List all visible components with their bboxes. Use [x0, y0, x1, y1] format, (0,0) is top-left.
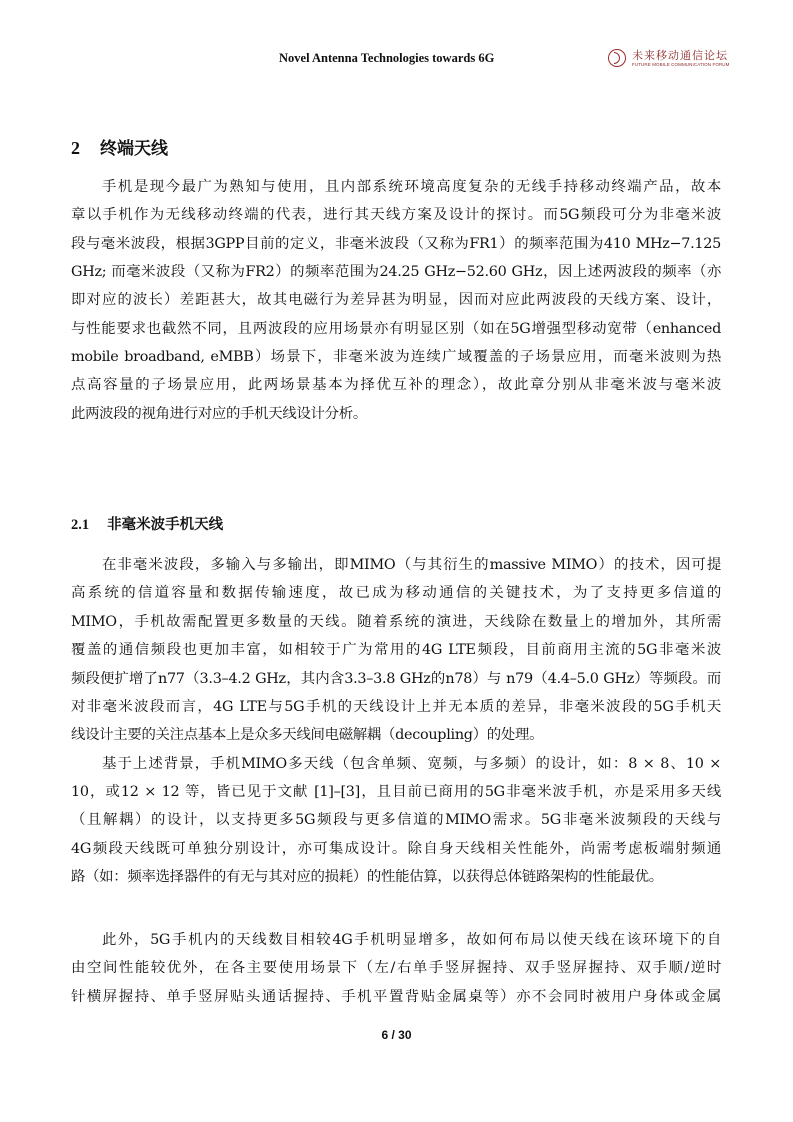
text-line: 章以手机作为无线移动终端的代表，进行其天线方案及设计的探讨。而5G频段可分为非毫米波: [71, 207, 721, 223]
text-line: 手机是现今最广为熟知与使用，且内部系统环境高度复杂的无线手持移动终端产品，故本: [102, 179, 721, 195]
logo-name-en: FUTURE MOBILE COMMUNICATION FORUM: [632, 62, 730, 67]
text-line: 点高容量的子场景应用，此两场景基本为择优互补的理念），故此章分别从非毫米波与毫米波: [71, 377, 721, 393]
text-line: mobile broadband, eMBB）场景下，非毫米波为连续广域覆盖的子场景应用，而毫米波则为热: [71, 349, 721, 365]
text-line: 4G频段天线既可单独分别设计，亦可集成设计。除自身天线相关性能外，尚需考虑板端射频通: [71, 841, 721, 857]
text-line: 覆盖的通信频段也更加丰富，如相较于广为常用的4G LTE频段，目前商用主流的5G非毫米波: [71, 642, 721, 658]
logo-name-cn: 未来移动通信论坛: [632, 49, 728, 62]
text-line: 针横屏握持、单手竖屏贴头通话握持、手机平置背贴金属桌等）亦不会同时被用户身体或金属: [71, 989, 721, 1005]
section-number: 2: [71, 138, 80, 158]
text-line: 对非毫米波段而言，4G LTE与5G手机的天线设计上并无本质的差异，非毫米波段的5G手机天: [71, 699, 721, 715]
forum-logo-icon: [608, 49, 626, 67]
text-line: 此外，5G手机内的天线数目相较4G手机明显增多，故如何布局以使天线在该环境下的自: [102, 932, 721, 948]
text-line: 即对应的波长）差距甚大，故其电磁行为差异甚为明显，因而对应此两波段的天线方案、设计，: [71, 292, 721, 308]
text-line: 基于上述背景，手机MIMO多天线（包含单频、宽频，与多频）的设计，如：8 × 8、10 ×: [102, 756, 721, 772]
text-line: 此两波段的视角进行对应的手机天线设计分析。: [71, 406, 367, 422]
text-line: （且解耦）的设计，以支持更多5G频段与更多信道的MIMO需求。5G非毫米波频段的天线与: [71, 812, 721, 828]
section-title: 终端天线: [100, 139, 168, 159]
subsection-number: 2.1: [71, 517, 90, 533]
text-line: 线设计主要的关注点基本上是众多天线间电磁解耦（decoupling）的处理。: [71, 727, 544, 743]
text-line: 高系统的信道容量和数据传输速度，故已成为移动通信的关键技术，为了支持更多信道的: [71, 585, 721, 601]
text-line: 频段便扩增了n77（3.3–4.2 GHz，其内含3.3–3.8 GHz的n78）与 n79（4.4–5.0 GHz）等频段。而: [71, 671, 721, 687]
subsection-title: 非毫米波手机天线: [107, 517, 224, 533]
text-line: 由空间性能较优外，在各主要使用场景下（左/右单手竖屏握持、双手竖屏握持、双手顺/逆时: [71, 960, 721, 976]
page-number: 6 / 30: [381, 1028, 412, 1042]
subsection-heading: [71, 513, 223, 534]
text-line: GHz; 而毫米波段（又称为FR2）的频率范围为24.25 GHz−52.60 GHz，因上述两波段的频率（亦: [71, 264, 721, 280]
document-title: Novel Antenna Technologies towards 6G: [279, 51, 495, 65]
text-line: 10，或12 × 12 等，皆已见于文献 [1]–[3]，且目前已商用的5G非毫米波手机，亦是采用多天线: [71, 784, 721, 800]
text-line: MIMO，手机故需配置更多数量的天线。随着系统的演进，天线除在数量上的增加外，其所需: [71, 614, 721, 630]
forum-logo: [606, 47, 776, 71]
text-line: 与性能要求也截然不同，且两波段的应用场景亦有明显区别（如在5G增强型移动宽带（enhanced: [71, 321, 721, 337]
text-line: 在非毫米波段，多输入与多输出，即MIMO（与其衍生的massive MIMO）的技术，因可提: [102, 557, 721, 573]
text-line: 段与毫米波段，根据3GPP目前的定义，非毫米波段（又称为FR1）的频率范围为410 MHz−7.125: [71, 236, 721, 252]
section-heading: [71, 134, 168, 159]
text-line: 路（如：频率选择器件的有无与其对应的损耗）的性能估算，以获得总体链路架构的性能最优。: [71, 869, 663, 885]
